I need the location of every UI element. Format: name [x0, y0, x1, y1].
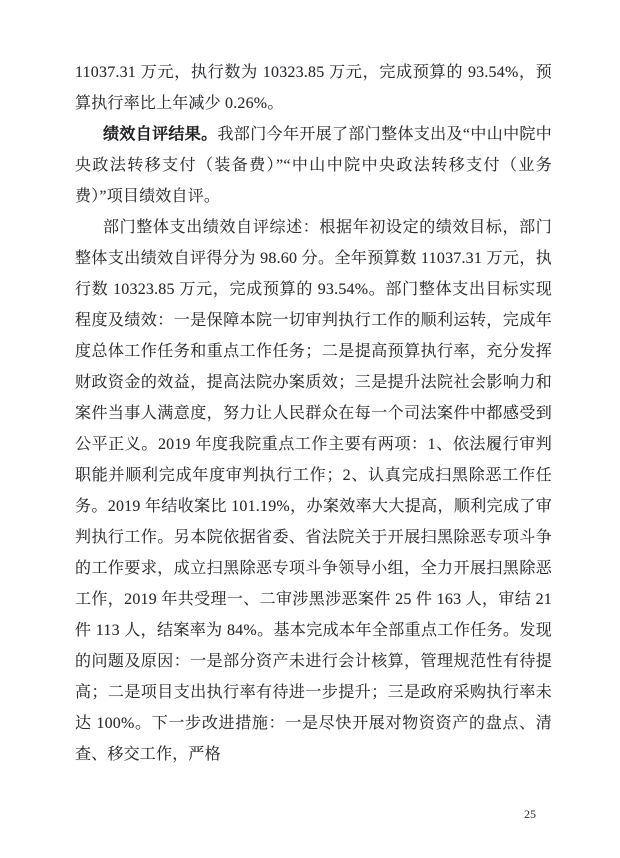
page-number: 25 [524, 807, 536, 821]
body-paragraph-overview [75, 212, 552, 770]
body-paragraph-self-evaluation [75, 119, 552, 212]
paragraph-text: 11037.31 万元，执行数为 10323.85 万元，完成预算的 93.54%，预算执行率比上年减少 0.26%。 [75, 64, 552, 112]
body-paragraph-continuation [75, 57, 552, 119]
document-body [75, 57, 552, 770]
paragraph-text: 部门整体支出绩效自评综述：根据年初设定的绩效目标，部门整体支出绩效自评得分为 98.60 分。全年预算数 11037.31 万元，执行数 10323.85 万元，完成预算的 93.54%。部门整体支出目标实现程度及绩效：一是保障本院一切审判执行工作的顺利运转，完成年度总体工作任务和重点工作任务；二是提高预算执行率，充分发挥财政资金的效益，提高法院办案质效；三是提升法院社会影响力和案件当事人满意度，努力让人民群众在每一个司法案件中都感受到公平正义。2019 年度我院重点工作主要有两项：1、依法履行审判职能并顺利完成年度审判执行工作；2、认真完成扫黑除恶工作任务。2019 年结收案比 101.19%，办案效率大大提高，顺利完成了审判执行工作。另本院依据省委、省法院关于开展扫黑除恶专项斗争的工作要求，成立扫黑除恶专项斗争领导小组，全力开展扫黑除恶工作，2019 年共受理一、二审涉黑涉恶案件 25 件 163 人，审结 21 件 113 人，结案率为 84%。基本完成本年全部重点工作任务。发现的问题及原因：一是部分资产未进行会计核算，管理规范性有待提高；二是项目支出执行率有待进一步提升；三是政府采购执行率未达 100%。下一步改进措施：一是尽快开展对物资资产的盘点、清查、移交工作，严格 [75, 219, 552, 763]
paragraph-lead-bold: 绩效自评结果。 [103, 126, 218, 143]
paragraph-text: 我部门今年开展了部门整体支出及“中山中院中央政法转移支付（装备费）”“中山中院中央政法转移支付（业务费）”项目绩效自评。 [75, 126, 552, 205]
